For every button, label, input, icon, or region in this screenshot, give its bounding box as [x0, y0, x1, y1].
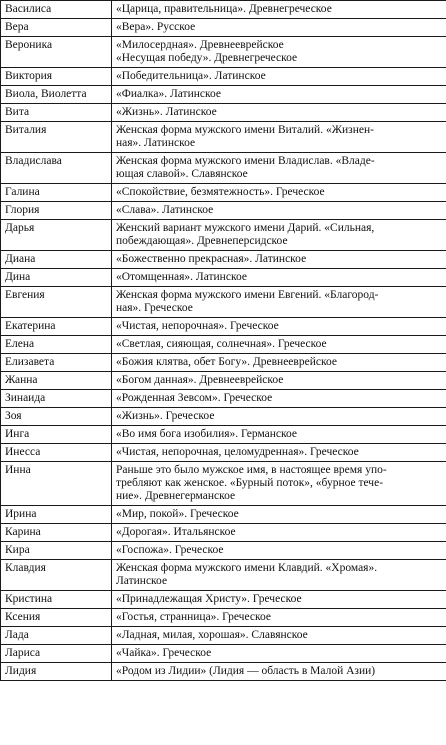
name-cell: Инга	[1, 426, 112, 444]
meaning-cell: «Чистая, непорочная». Греческое	[112, 318, 446, 336]
table-row	[1, 560, 446, 591]
name-cell: Екатерина	[1, 318, 112, 336]
meaning-cell: Женская форма мужского имени Владислав. «Владе- ющая славой». Славянское	[112, 153, 446, 184]
table-row	[1, 287, 446, 318]
name-cell: Карина	[1, 524, 112, 542]
meaning-cell: «Слава». Латинское	[112, 202, 446, 220]
table-row	[1, 86, 446, 104]
table-row	[1, 251, 446, 269]
name-cell: Галина	[1, 184, 112, 202]
meaning-cell: «Дорогая». Итальянское	[112, 524, 446, 542]
name-cell: Виола, Виолетта	[1, 86, 112, 104]
table-row	[1, 68, 446, 86]
meaning-cell: Женская форма мужского имени Клавдий. «Хромая». Латинское	[112, 560, 446, 591]
table-row	[1, 153, 446, 184]
meaning-cell: «Чайка». Греческое	[112, 645, 446, 663]
meaning-cell: «Гостья, странница». Греческое	[112, 609, 446, 627]
name-cell: Владислава	[1, 153, 112, 184]
table-row	[1, 104, 446, 122]
meaning-cell: «Победительница». Латинское	[112, 68, 446, 86]
table-row	[1, 220, 446, 251]
table-row	[1, 627, 446, 645]
table-row	[1, 426, 446, 444]
table-row	[1, 462, 446, 506]
table-row	[1, 269, 446, 287]
name-cell: Зоя	[1, 408, 112, 426]
meaning-cell: «Божественно прекрасная». Латинское	[112, 251, 446, 269]
name-cell: Инна	[1, 462, 112, 506]
name-cell: Вероника	[1, 37, 112, 68]
table-row	[1, 542, 446, 560]
name-cell: Виктория	[1, 68, 112, 86]
meaning-cell: «Светлая, сияющая, солнечная». Греческое	[112, 336, 446, 354]
meaning-cell: Женская форма мужского имени Виталий. «Жизнен- ная». Латинское	[112, 122, 446, 153]
meaning-cell: «Божия клятва, обет Богу». Древнееврейское	[112, 354, 446, 372]
name-cell: Глория	[1, 202, 112, 220]
table-row	[1, 609, 446, 627]
name-cell: Ирина	[1, 506, 112, 524]
meaning-cell: «Родом из Лидии» (Лидия — область в Малой Азии)	[112, 663, 446, 681]
meaning-cell: Женский вариант мужского имени Дарий. «Сильная, побеждающая». Древнеперсидское	[112, 220, 446, 251]
meaning-cell: Раньше это было мужское имя, в настоящее время упо- требляют как женское. «Бурный поток», «бурное тече- ние». Древнегерманское	[112, 462, 446, 506]
meaning-cell: «Жизнь». Латинское	[112, 104, 446, 122]
table-row	[1, 591, 446, 609]
table-row	[1, 184, 446, 202]
meaning-cell: «Чистая, непорочная, целомудренная». Греческое	[112, 444, 446, 462]
meaning-cell: Женская форма мужского имени Евгений. «Благород- ная». Греческое	[112, 287, 446, 318]
meaning-cell: «Жизнь». Греческое	[112, 408, 446, 426]
meaning-cell: «Госпожа». Греческое	[112, 542, 446, 560]
table-row	[1, 1, 446, 19]
name-cell: Лариса	[1, 645, 112, 663]
name-cell: Зинаида	[1, 390, 112, 408]
name-cell: Виталия	[1, 122, 112, 153]
meaning-cell: «Спокойствие, безмятежность». Греческое	[112, 184, 446, 202]
meaning-cell: «Царица, правительница». Древнегреческое	[112, 1, 446, 19]
table-row	[1, 408, 446, 426]
meaning-cell: «Отомщенная». Латинское	[112, 269, 446, 287]
meaning-cell: «Вера». Русское	[112, 19, 446, 37]
meaning-cell: «Фиалка». Латинское	[112, 86, 446, 104]
table-row	[1, 19, 446, 37]
name-cell: Вита	[1, 104, 112, 122]
name-cell: Лада	[1, 627, 112, 645]
name-cell: Вера	[1, 19, 112, 37]
table-row	[1, 122, 446, 153]
table-row	[1, 645, 446, 663]
name-cell: Василиса	[1, 1, 112, 19]
name-cell: Дина	[1, 269, 112, 287]
table-row	[1, 37, 446, 68]
name-cell: Дарья	[1, 220, 112, 251]
name-cell: Инесса	[1, 444, 112, 462]
meaning-cell: «Мир, покой». Греческое	[112, 506, 446, 524]
table-row	[1, 663, 446, 681]
meaning-cell: «Рожденная Зевсом». Греческое	[112, 390, 446, 408]
table-row	[1, 372, 446, 390]
table-row	[1, 524, 446, 542]
table-row	[1, 318, 446, 336]
name-cell: Диана	[1, 251, 112, 269]
table-row	[1, 390, 446, 408]
table-row	[1, 506, 446, 524]
meaning-cell: «Богом данная». Древнееврейское	[112, 372, 446, 390]
name-cell: Лидия	[1, 663, 112, 681]
names-table-body	[1, 1, 446, 681]
table-row	[1, 336, 446, 354]
table-row	[1, 444, 446, 462]
name-cell: Евгения	[1, 287, 112, 318]
name-cell: Жанна	[1, 372, 112, 390]
name-cell: Клавдия	[1, 560, 112, 591]
name-cell: Елена	[1, 336, 112, 354]
meaning-cell: «Ладная, милая, хорошая». Славянское	[112, 627, 446, 645]
meaning-cell: «Принадлежащая Христу». Греческое	[112, 591, 446, 609]
name-cell: Кристина	[1, 591, 112, 609]
meaning-cell: «Во имя бога изобилия». Германское	[112, 426, 446, 444]
table-row	[1, 202, 446, 220]
name-cell: Елизавета	[1, 354, 112, 372]
name-cell: Кира	[1, 542, 112, 560]
table-row	[1, 354, 446, 372]
name-cell: Ксения	[1, 609, 112, 627]
meaning-cell: «Милосердная». Древнееврейское «Несущая победу». Древнегреческое	[112, 37, 446, 68]
